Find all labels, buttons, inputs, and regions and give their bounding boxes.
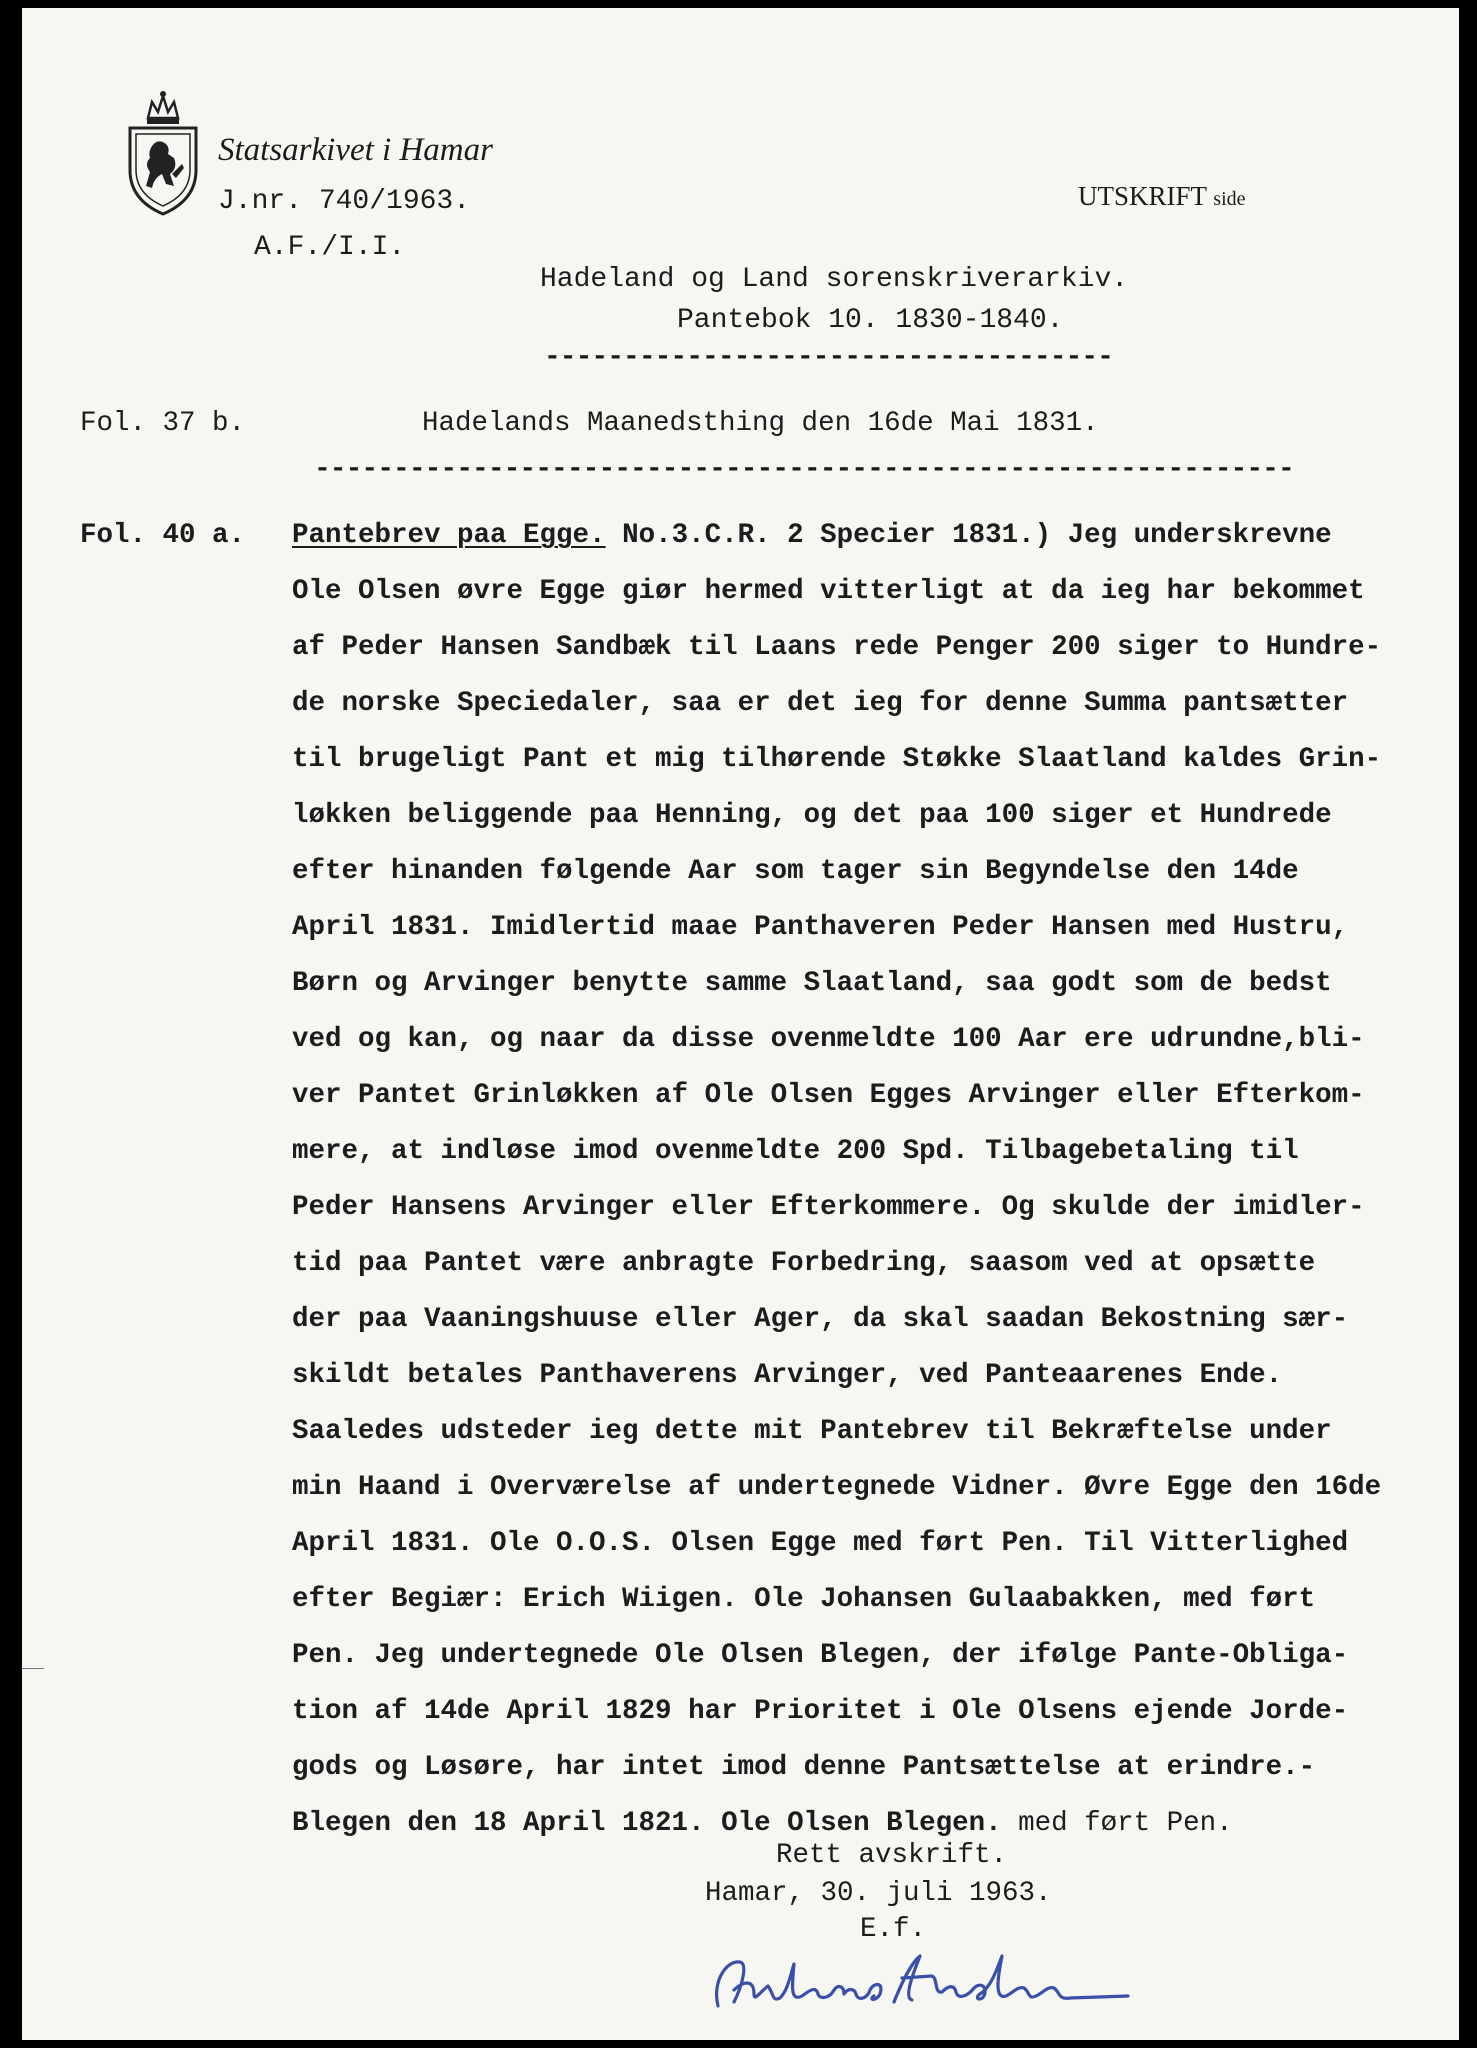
certification-initials: E.f. [860,1914,927,1945]
body-line-1-rest: No.3.C.R. 2 Specier 1831.) Jeg underskrevne [605,520,1332,551]
body-line: der paa Vaaningshuuse eller Ager, da skal saadan Bekostning sær- [292,1304,1349,1335]
coat-of-arms-icon [122,88,204,216]
title-separator: ------------------------------------ [544,342,1113,373]
folio-40a: Fol. 40 a. [80,520,246,551]
reference-initials: A.F./I.I. [254,232,406,263]
certification-text: Rett avskrift. [776,1840,1008,1871]
body-line: løkken beliggende paa Henning, og det paa 100 siger et Hundrede [292,800,1332,831]
margin-mark [22,1668,44,1669]
handwritten-signature [698,1942,1148,2022]
body-line: ver Pantet Grinløkken af Ole Olsen Egges Arvinger eller Efterkom- [292,1080,1365,1111]
source-title-line-1: Hadeland og Land sorenskriverarkiv. [540,264,1129,295]
utskrift-label [1078,181,1246,212]
body-line: tion af 14de April 1829 har Prioritet i Ole Olsens ejende Jorde- [292,1696,1349,1727]
body-line: til brugeligt Pant et mig tilhørende Støkke Slaatland kaldes Grin- [292,744,1382,775]
body-line: Ole Olsen øvre Egge giør hermed vitterligt at da ieg har bekommet [292,576,1365,607]
archive-name: Statsarkivet i Hamar [218,132,493,168]
archive-document-page [22,8,1459,2040]
source-title-line-2: Pantebok 10. 1830-1840. [677,305,1064,336]
folio-37b: Fol. 37 b. [80,408,246,439]
body-line: efter hinanden følgende Aar som tager sin Begyndelse den 14de [292,856,1299,887]
body-line: mere, at indløse imod ovenmeldte 200 Spd. Tilbagebetaling til [292,1136,1299,1167]
body-line: April 1831. Ole O.O.S. Olsen Egge med ført Pen. Til Vitterlighed [292,1528,1349,1559]
body-last-bold: Blegen den 18 April 1821. Ole Olsen Blegen. [292,1808,1002,1839]
body-line: Børn og Arvinger benytte samme Slaatland, saa godt som de bedst [292,968,1332,999]
body-line-1 [292,520,1332,551]
body-line: April 1831. Imidlertid maae Panthaveren Peder Hansen med Hustru, [292,912,1349,943]
body-last-light: med ført Pen. [1001,1808,1233,1839]
body-line: gods og Løsøre, har intet imod denne Pantsættelse at erindre.- [292,1752,1316,1783]
deed-heading: Pantebrev paa Egge. [292,520,606,551]
body-line: efter Begiær: Erich Wiigen. Ole Johansen Gulaabakken, med ført [292,1584,1316,1615]
body-line: de norske Speciedaler, saa er det ieg for denne Summa pantsætter [292,688,1349,719]
certification-place-date: Hamar, 30. juli 1963. [705,1878,1052,1909]
body-line: ved og kan, og naar da disse ovenmeldte 100 Aar ere udrundne,bli- [292,1024,1365,1055]
utskrift-word: UTSKRIFT [1078,181,1207,211]
body-line: tid paa Pantet være anbragte Forbedring, saasom ved at opsætte [292,1248,1316,1279]
body-line: Peder Hansens Arvinger eller Efterkommere. Og skulde der imidler- [292,1192,1365,1223]
journal-number: J.nr. 740/1963. [218,186,471,217]
body-line: Pen. Jeg undertegnede Ole Olsen Blegen, der ifølge Pante-Obliga- [292,1640,1349,1671]
court-session-title: Hadelands Maanedsthing den 16de Mai 1831. [422,408,1099,439]
session-separator: -------------------------------------------------------------- [314,454,1294,485]
body-line: skildt betales Panthaverens Arvinger, ved Panteaarenes Ende. [292,1360,1283,1391]
body-line-last [292,1808,1233,1839]
body-line: min Haand i Overværelse af undertegnede Vidner. Øvre Egge den 16de [292,1472,1382,1503]
body-line: Saaledes udsteder ieg dette mit Pantebrev til Bekræftelse under [292,1416,1332,1447]
body-line: af Peder Hansen Sandbæk til Laans rede Penger 200 siger to Hundre- [292,632,1382,663]
side-word: side [1213,188,1246,210]
